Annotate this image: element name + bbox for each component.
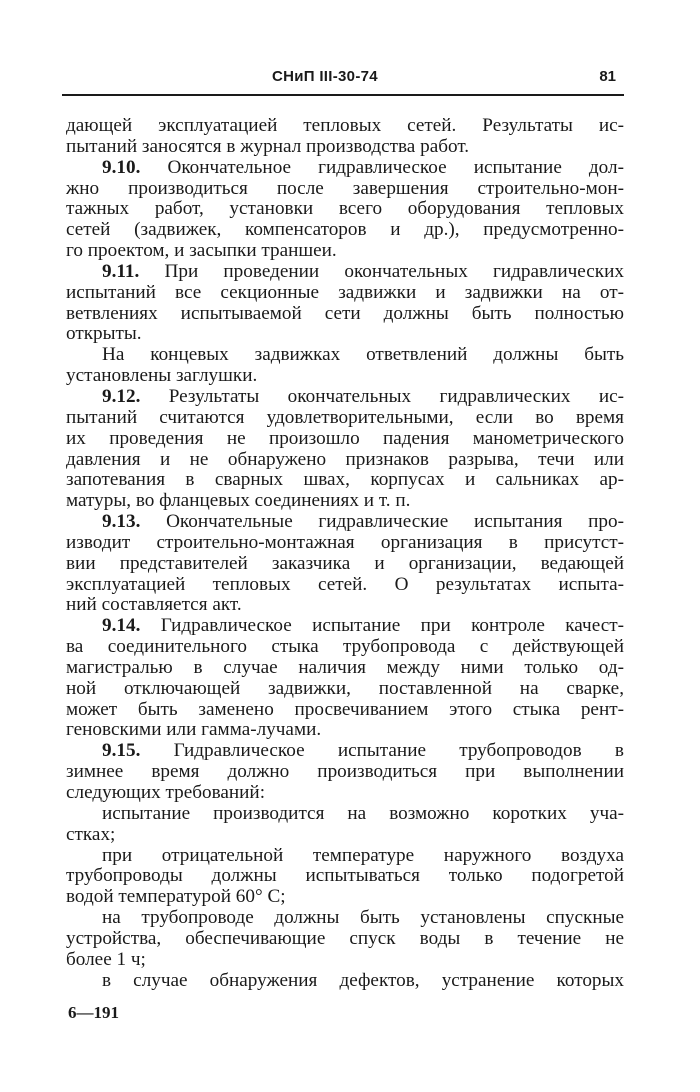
paragraph-start-line [66,387,624,408]
text-line: на трубопроводе должны быть установлены спускные [102,907,624,929]
text-line: более 1 ч; [66,948,146,970]
text-line: вии представителей заказчика и организации, ведающей [66,552,624,574]
clause-text: Окончательные гидравлические испытания про- [140,511,624,533]
header-rule [62,94,624,96]
body-text [66,116,624,991]
text-line: пытаний считаются удовлетворительными, если во время [66,406,624,428]
text-line: пытаний заносятся в журнал производства работ. [66,135,470,157]
text-line: жно производиться после завершения строительно-мон- [66,177,624,199]
paragraph-start-line [66,616,624,637]
text-line: стках; [66,823,116,845]
text-line: испытаний все секционные задвижки и задвижки на от- [66,281,624,303]
header-title: СНиП III-30-74 [272,68,378,85]
text-line: изводит строительно-монтажная организация в присутст- [66,531,624,553]
clause-text: При проведении окончательных гидравлических [139,260,624,282]
clause-number: 9.12. [102,385,141,407]
clause-number: 9.10. [102,156,141,178]
clause-number: 9.13. [102,511,141,533]
text-line: испытание производится на возможно коротких уча- [102,802,624,824]
clause-text: Гидравлическое испытание трубопроводов в [140,740,624,762]
text-line: может быть заменено просвечиванием этого стыка рент- [66,698,624,720]
text-line: трубопроводы должны испытываться только подогретой [66,865,624,887]
text-line: следующих требований: [66,782,266,803]
text-line: зимнее время должно производиться при выполнении [66,761,624,783]
text-line: при отрицательной температуре наружного воздуха [102,844,624,866]
text-line: ний составляется акт. [66,594,242,616]
clause-text: Результаты окончательных гидравлических ис- [140,385,624,407]
paragraph-start-line [66,741,624,762]
text-line: матуры, во фланцевых соединениях и т. п. [66,490,411,512]
text-line: в случае обнаружения дефектов, устранение которых [102,969,624,991]
text-line: тажных работ, установки всего оборудования тепловых [66,198,624,220]
clause-text: Окончательное гидравлическое испытание дол- [140,156,624,178]
text-line: сетей (задвижек, компенсаторов и др.), предусмотренно- [66,219,624,241]
text-line: открыты. [66,323,142,345]
text-line: запотевания в сварных швах, корпусах и сальниках ар- [66,469,624,491]
text-line: геновскими или гамма-лучами. [66,719,322,741]
text-line: ной отключающей задвижки, поставленной на сварке, [66,677,624,699]
paragraph-start-line [66,512,624,533]
clause-text: Гидравлическое испытание при контроле качест- [140,615,624,637]
clause-number: 9.11. [102,260,140,282]
text-line: ва соединительного стыка трубопровода с действующей [66,636,624,658]
running-header [62,68,622,92]
signature-mark: 6—191 [68,1003,119,1022]
text-line: ветвлениях испытываемой сети должны быть полностью [66,302,624,324]
text-line: их проведения не произошло падения манометрического [66,427,624,449]
text-line: устройства, обеспечивающие спуск воды в течение не [66,927,624,949]
clause-number: 9.15. [102,740,141,762]
text-line: го проектом, и засыпки траншеи. [66,240,337,262]
text-line: На концевых задвижках ответвлений должны быть [102,344,624,366]
text-line: водой температурой 60° С; [66,886,286,908]
text-line: магистралью в случае наличия между ними только од- [66,656,624,678]
page-number: 81 [599,68,616,85]
clause-number: 9.14. [102,615,141,637]
paragraph-start-line [66,262,624,283]
text-line: эксплуатацией тепловых сетей. О результатах испыта- [66,573,624,595]
text-line: установлены заглушки. [66,365,258,387]
paragraph-start-line [66,158,624,179]
text-line: давления и не обнаружено признаков разрыва, течи или [66,448,624,470]
text-line: дающей эксплуатацией тепловых сетей. Результаты ис- [66,115,624,136]
